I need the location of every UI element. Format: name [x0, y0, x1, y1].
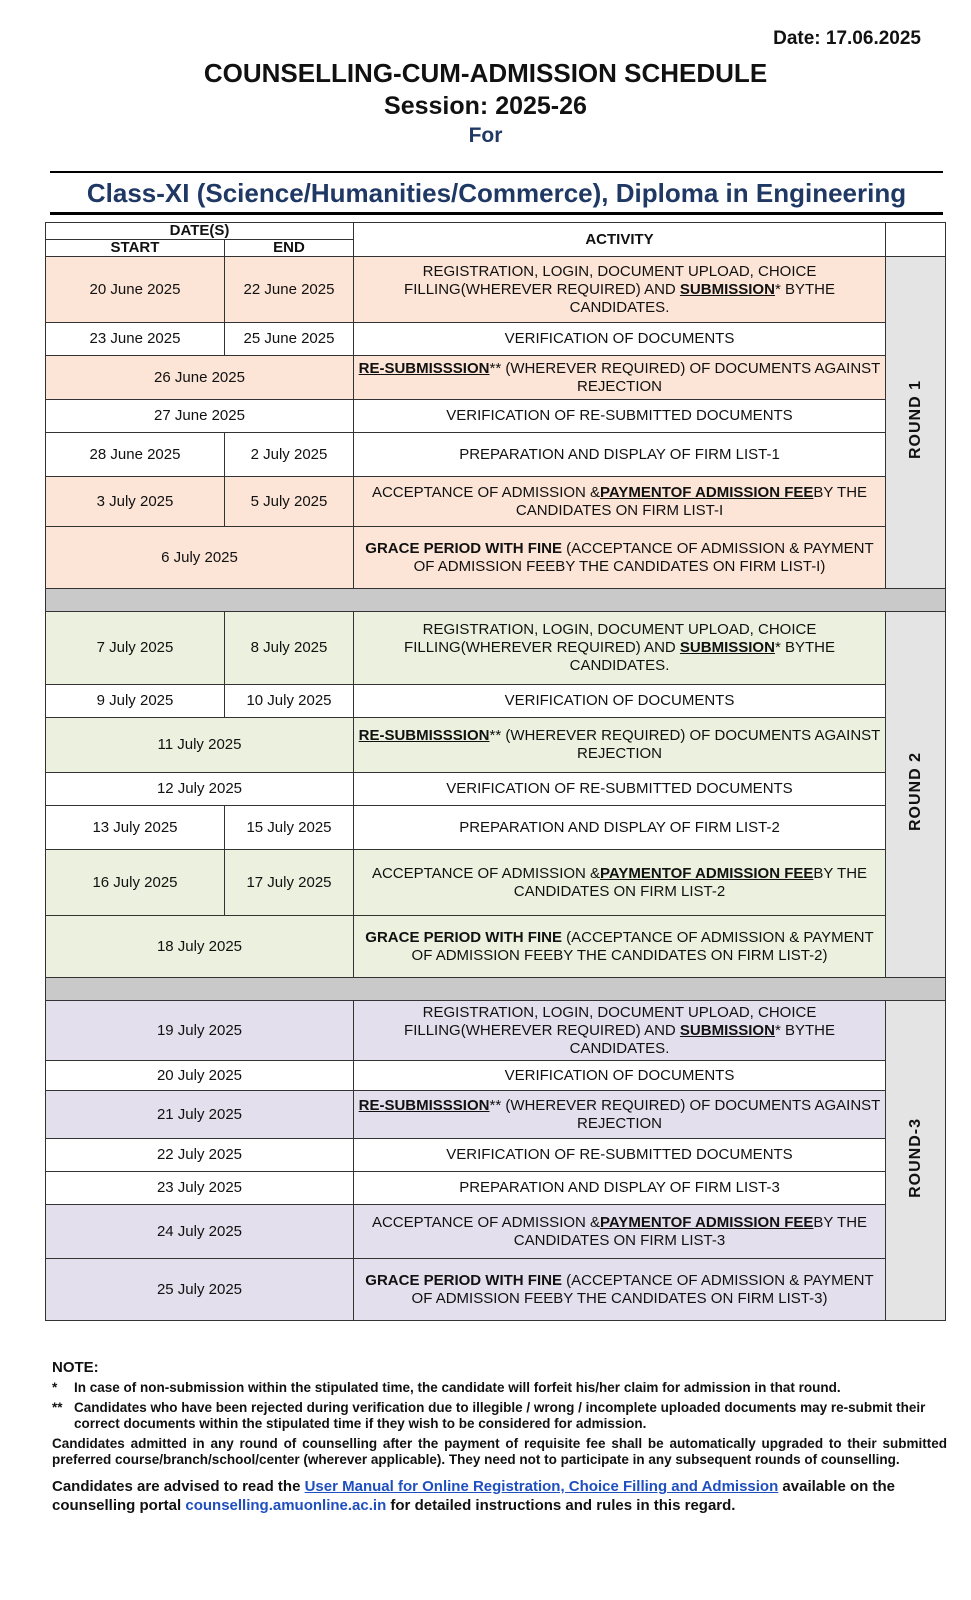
round-3-label: ROUND-3	[886, 1001, 946, 1321]
table-row	[46, 477, 946, 527]
bottom-rule	[50, 212, 943, 215]
activity-firm-list: PREPARATION AND DISPLAY OF FIRM LIST-2	[354, 806, 886, 850]
activity-resubmission: RE-SUBMISSSION** (WHEREVER REQUIRED) OF DOCUMENTS AGAINST REJECTION	[354, 1091, 886, 1139]
activity-firm-list: PREPARATION AND DISPLAY OF FIRM LIST-1	[354, 433, 886, 477]
date: 6 July 2025	[46, 527, 354, 589]
start-date: 7 July 2025	[46, 612, 225, 685]
activity-resubmission: RE-SUBMISSSION** (WHEREVER REQUIRED) OF DOCUMENTS AGAINST REJECTION	[354, 356, 886, 400]
schedule-table	[45, 222, 946, 1321]
end-date: 10 July 2025	[225, 685, 354, 718]
activity-verification-resubmitted: VERIFICATION OF RE-SUBMITTED DOCUMENTS	[354, 773, 886, 806]
date: 26 June 2025	[46, 356, 354, 400]
activity-header: ACTIVITY	[354, 223, 886, 257]
table-row	[46, 612, 946, 685]
start-date: 3 July 2025	[46, 477, 225, 527]
date: 23 July 2025	[46, 1172, 354, 1205]
table-row	[46, 718, 946, 773]
footnote-double-star: ** Candidates who have been rejected during verification due to illegible / wrong / incomplete uploaded documents may re-submit their correct documents within the stipulated time if they wish to be considered for admission.	[52, 1400, 926, 1431]
notes-section	[52, 1360, 947, 1515]
for-label: For	[468, 124, 503, 147]
advisory-note: Candidates are advised to read the User Manual for Online Registration, Choice Filling and Admission available on the counselling portal counselling.amuonline.ac.in for detailed instructions and rules in this regard.	[52, 1478, 895, 1514]
activity-acceptance: ACCEPTANCE OF ADMISSION &PAYMENTOF ADMISSION FEEBY THE CANDIDATES ON FIRM LIST-3	[354, 1205, 886, 1259]
activity-verification: VERIFICATION OF DOCUMENTS	[354, 685, 886, 718]
round-1-label: ROUND 1	[886, 257, 946, 589]
notes-heading: NOTE:	[52, 1359, 99, 1376]
activity-firm-list: PREPARATION AND DISPLAY OF FIRM LIST-3	[354, 1172, 886, 1205]
activity-verification-resubmitted: VERIFICATION OF RE-SUBMITTED DOCUMENTS	[354, 400, 886, 433]
session-line: Session: 2025-26	[384, 92, 587, 120]
upgrade-note: Candidates admitted in any round of counselling after the payment of requisite fee shall be automatically upgraded to their submitted preferred course/branch/school/center (wherever applicable). They need not to participate in any subsequent rounds of counselling.	[52, 1436, 947, 1467]
document-title: COUNSELLING-CUM-ADMISSION SCHEDULE	[203, 58, 768, 88]
table-row	[46, 806, 946, 850]
table-row	[46, 850, 946, 916]
activity-verification-resubmitted: VERIFICATION OF RE-SUBMITTED DOCUMENTS	[354, 1139, 886, 1172]
activity-verification: VERIFICATION OF DOCUMENTS	[354, 323, 886, 356]
table-row	[46, 1091, 946, 1139]
activity-acceptance: ACCEPTANCE OF ADMISSION &PAYMENTOF ADMISSION FEEBY THE CANDIDATES ON FIRM LIST-2	[354, 850, 886, 916]
start-date: 9 July 2025	[46, 685, 225, 718]
table-row	[46, 1205, 946, 1259]
date: 24 July 2025	[46, 1205, 354, 1259]
end-date: 15 July 2025	[225, 806, 354, 850]
table-row	[46, 257, 946, 323]
table-row	[46, 323, 946, 356]
table-row	[46, 356, 946, 400]
programme-subtitle: Class-XI (Science/Humanities/Commerce), Diploma in Engineering	[86, 178, 907, 208]
date: 19 July 2025	[46, 1001, 354, 1061]
date: 27 June 2025	[46, 400, 354, 433]
table-row	[46, 527, 946, 589]
top-rule	[50, 171, 943, 173]
round-2-label: ROUND 2	[886, 612, 946, 978]
start-date: 23 June 2025	[46, 323, 225, 356]
date: 11 July 2025	[46, 718, 354, 773]
round-header-blank	[886, 223, 946, 257]
table-row	[46, 1259, 946, 1321]
date: 21 July 2025	[46, 1091, 354, 1139]
activity-acceptance: ACCEPTANCE OF ADMISSION &PAYMENTOF ADMISSION FEEBY THE CANDIDATES ON FIRM LIST-I	[354, 477, 886, 527]
user-manual-link[interactable]: User Manual for Online Registration, Choice Filling and Admission	[304, 1478, 779, 1495]
start-date: 13 July 2025	[46, 806, 225, 850]
activity-registration: REGISTRATION, LOGIN, DOCUMENT UPLOAD, CHOICE FILLING(WHEREVER REQUIRED) AND SUBMISSION* BYTHE CANDIDATES.	[354, 612, 886, 685]
end-date: 8 July 2025	[225, 612, 354, 685]
activity-registration: REGISTRATION, LOGIN, DOCUMENT UPLOAD, CHOICE FILLING(WHEREVER REQUIRED) AND SUBMISSION* BYTHE CANDIDATES.	[354, 1001, 886, 1061]
activity-grace-period: GRACE PERIOD WITH FINE (ACCEPTANCE OF ADMISSION & PAYMENT OF ADMISSION FEEBY THE CANDIDATES ON FIRM LIST-3)	[354, 1259, 886, 1321]
dates-header: DATE(S)	[46, 223, 354, 240]
portal-link[interactable]: counselling.amuonline.ac.in	[185, 1497, 387, 1514]
round-separator	[46, 589, 946, 612]
round-separator	[46, 978, 946, 1001]
table-row	[46, 916, 946, 978]
date: 18 July 2025	[46, 916, 354, 978]
footnote-single-star: * In case of non-submission within the stipulated time, the candidate will forfeit his/her claim for admission in that round.	[52, 1380, 841, 1395]
activity-grace-period: GRACE PERIOD WITH FINE (ACCEPTANCE OF ADMISSION & PAYMENT OF ADMISSION FEEBY THE CANDIDATES ON FIRM LIST-I)	[354, 527, 886, 589]
date: 25 July 2025	[46, 1259, 354, 1321]
start-date: 28 June 2025	[46, 433, 225, 477]
table-row	[46, 1172, 946, 1205]
activity-resubmission: RE-SUBMISSSION** (WHEREVER REQUIRED) OF DOCUMENTS AGAINST REJECTION	[354, 718, 886, 773]
table-row	[46, 1139, 946, 1172]
table-row	[46, 1061, 946, 1091]
activity-grace-period: GRACE PERIOD WITH FINE (ACCEPTANCE OF ADMISSION & PAYMENT OF ADMISSION FEEBY THE CANDIDATES ON FIRM LIST-2)	[354, 916, 886, 978]
end-date: 22 June 2025	[225, 257, 354, 323]
date: 22 July 2025	[46, 1139, 354, 1172]
table-row	[46, 433, 946, 477]
table-row	[46, 1001, 946, 1061]
date: 20 July 2025	[46, 1061, 354, 1091]
end-date: 25 June 2025	[225, 323, 354, 356]
end-date: 5 July 2025	[225, 477, 354, 527]
end-header: END	[225, 240, 354, 257]
date: 12 July 2025	[46, 773, 354, 806]
start-header: START	[46, 240, 225, 257]
activity-verification: VERIFICATION OF DOCUMENTS	[354, 1061, 886, 1091]
end-date: 2 July 2025	[225, 433, 354, 477]
end-date: 17 July 2025	[225, 850, 354, 916]
document-date: Date: 17.06.2025	[773, 28, 921, 49]
table-row	[46, 685, 946, 718]
start-date: 20 June 2025	[46, 257, 225, 323]
start-date: 16 July 2025	[46, 850, 225, 916]
table-row	[46, 400, 946, 433]
table-row	[46, 773, 946, 806]
activity-registration: REGISTRATION, LOGIN, DOCUMENT UPLOAD, CHOICE FILLING(WHEREVER REQUIRED) AND SUBMISSION* BYTHE CANDIDATES.	[354, 257, 886, 323]
